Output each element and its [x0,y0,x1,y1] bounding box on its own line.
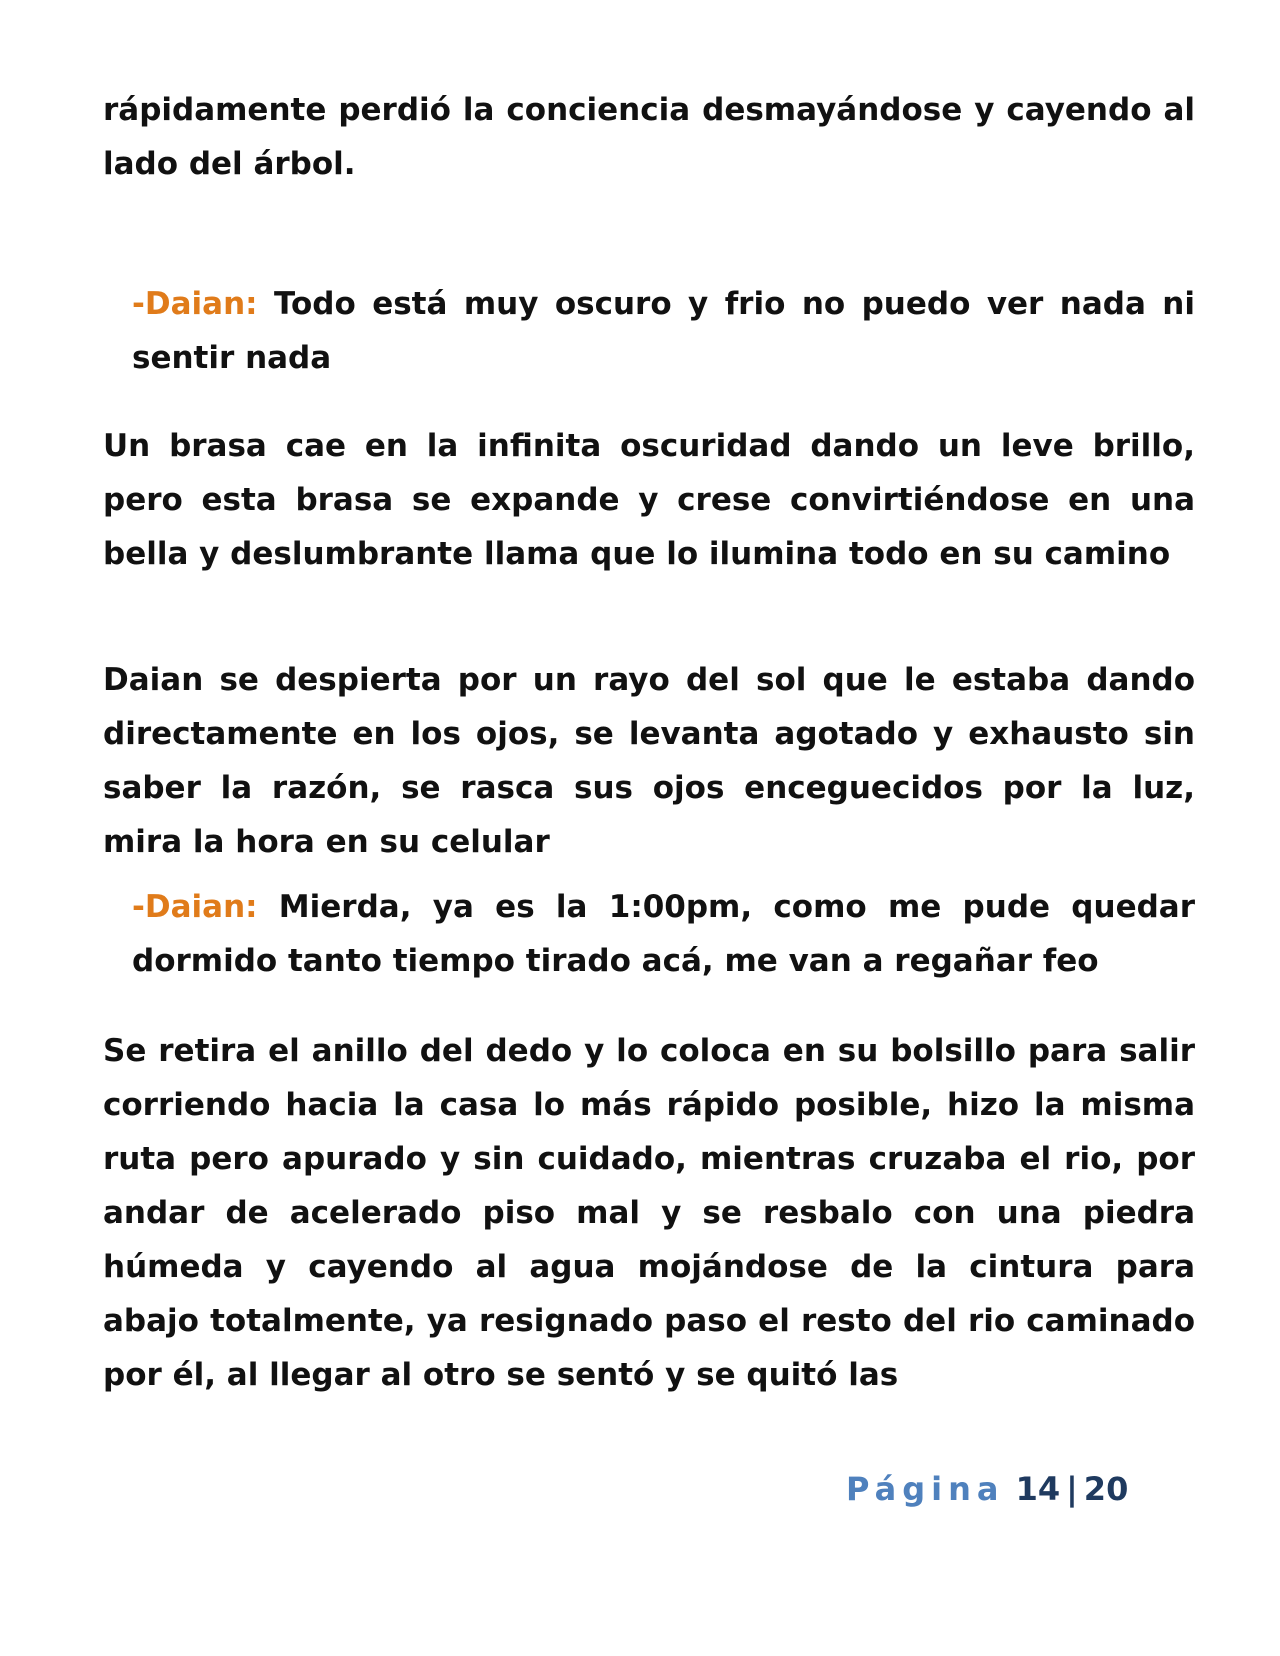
speaker-name: -Daian: [132,286,258,322]
dialogue-2 [132,880,1195,988]
page-separator: | [1066,1470,1078,1508]
paragraph-1: rápidamente perdió la conciencia desmayándose y cayendo al lado del árbol. [103,92,1195,182]
total-pages-number: 20 [1083,1470,1129,1508]
speaker-name: -Daian: [132,889,258,925]
dialogue-text: Mierda, ya es la 1:00pm, como me pude quedar dormido tanto tiempo tirado acá, me van a regañar feo [132,889,1195,979]
paragraph-4: Se retira el anillo del dedo y lo coloca en su bolsillo para salir corriendo hacia la casa lo más rápido posible, hizo la misma ruta pero apurado y sin cuidado, mientras cruzaba el rio, por andar de acelerado piso mal y se resbalo con una piedra húmeda y cayendo al agua mojándose de la cintura para abajo totalmente, ya resignado paso el resto del rio caminado por él, al llegar al otro se sentó y se quitó las [103,1033,1195,1393]
dialogue-text: Todo está muy oscuro y frio no puedo ver nada ni sentir nada [132,286,1195,376]
dialogue-1 [132,277,1195,385]
current-page-number: 14 [1015,1470,1061,1508]
paragraph-2: Un brasa cae en la infinita oscuridad dando un leve brillo, pero esta brasa se expande y crese convirtiéndose en una bella y deslumbrante llama que lo ilumina todo en su camino [103,428,1195,572]
paragraph-3: Daian se despierta por un rayo del sol que le estaba dando directamente en los ojos, se levanta agotado y exhausto sin saber la razón, se rasca sus ojos enceguecidos por la luz, mira la hora en su celular [103,662,1195,860]
page-label: Página [846,1470,1005,1508]
page-footer [846,1470,1128,1508]
